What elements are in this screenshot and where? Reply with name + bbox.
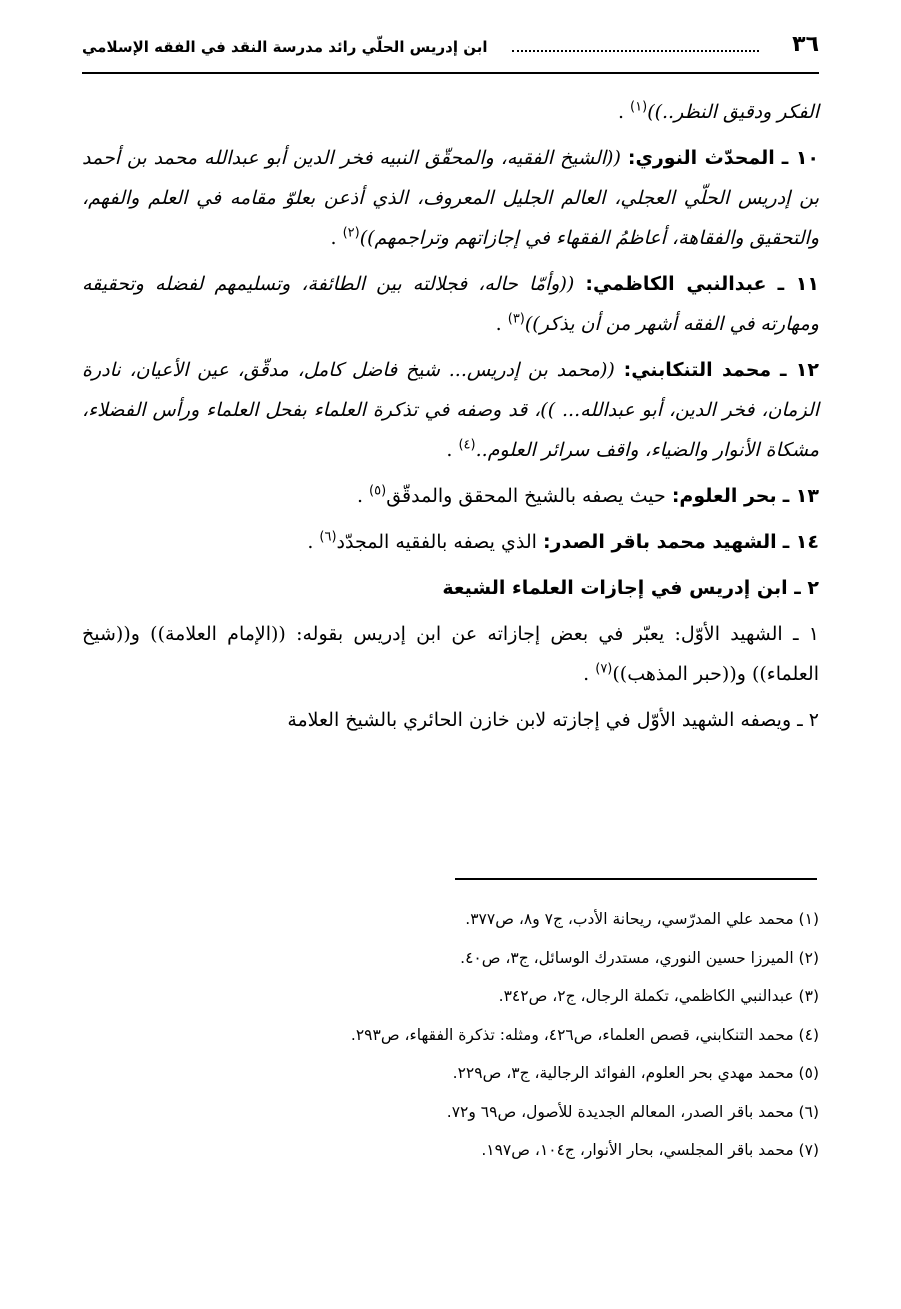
section-paragraph-1 bbox=[82, 614, 819, 694]
footnote-item: (٤) محمد التنكابني، قصص العلماء، ص٤٢٦، ومثله: تذكرة الفقهاء، ص٢٩٣. bbox=[350, 1025, 819, 1044]
paragraph-text: ١ ـ الشهيد الأوّل: يعبّر في بعض إجازاته عن ابن إدريس بقوله: ((الإمام العلامة)) و((شيخ العلماء)) و((حبر المذهب)) bbox=[82, 623, 819, 685]
quote-text: ((الشيخ الفقيه، والمحقّق النبيه فخر الدين أبو عبدالله محمد بن أحمد بن إدريس الحلّي العجلي، العالم الجليل المعروف، الذي أذعن بعلوّ مقامه في العلم والفهم، والتحقيق والفقاهة، أعاظمُ الفقهاء في إجازاتهم وتراجمهم)) bbox=[82, 147, 819, 249]
item-number: ١٢ ـ bbox=[779, 359, 819, 381]
description-text: الذي يصفه بالفقيه المجدّد bbox=[336, 531, 537, 553]
scholar-name: محمد التنكابني: bbox=[623, 359, 772, 381]
full-stop: . bbox=[307, 531, 314, 553]
item-number: ١٠ ـ bbox=[781, 147, 820, 169]
section-paragraph-2 bbox=[82, 700, 819, 740]
item-number: ١٤ ـ bbox=[782, 531, 819, 553]
footnote-item: (٥) محمد مهدي بحر العلوم، الفوائد الرجالية، ج٣، ص٢٢٩. bbox=[452, 1064, 819, 1082]
footnote-item: (٦) محمد باقر الصدر، المعالم الجديدة للأصول، ص٦٩ و٧٢. bbox=[446, 1102, 819, 1121]
full-stop: . bbox=[583, 663, 590, 685]
footnote-separator bbox=[455, 878, 817, 880]
footnote-ref: (١) bbox=[630, 99, 648, 115]
quote-text: ((وأمّا حاله، فجلالته بين الطائفة، وتسليمهم لفضله وتحقيقه ومهارته في الفقه أشهر من أن يذكر)) bbox=[82, 273, 819, 335]
footnote-item: (٧) محمد باقر المجلسي، بحار الأنوار، ج١٠٤، ص١٩٧. bbox=[481, 1141, 819, 1159]
quote-text: ((محمد بن إدريس... شيخ فاضل كامل، مدقّق، عين الأعيان، نادرة الزمان، فخر الدين، أبو عبدالله... ))، قد وصفه في تذكرة العلماء بفحل العلماء ورأس الفضلاء، مشكاة الأنوار والضياء، واقف سرائر العلوم.. bbox=[82, 359, 819, 461]
paragraph-10 bbox=[82, 138, 819, 258]
footnote-item: (٢) الميرزا حسين النوري، مستدرك الوسائل، ج٣، ص٤٠. bbox=[460, 948, 819, 967]
footnote-item: (١) محمد علي المدرّسي، ريحانة الأدب، ج٧ و٨، ص٣٧٧. bbox=[465, 910, 819, 928]
scholar-name: المحدّث النوري: bbox=[627, 147, 775, 169]
paragraph-14 bbox=[82, 522, 819, 562]
paragraph-13 bbox=[82, 476, 819, 516]
full-stop: . bbox=[446, 439, 453, 461]
paragraph-continuation bbox=[82, 92, 819, 132]
scholar-name: الشهيد محمد باقر الصدر: bbox=[542, 531, 777, 553]
footnotes bbox=[82, 900, 819, 1170]
scholar-name: بحر العلوم: bbox=[671, 485, 777, 507]
page-header bbox=[82, 26, 819, 74]
header-dotted-leader bbox=[512, 50, 759, 52]
footnote-item: (٣) عبدالنبي الكاظمي، تكملة الرجال، ج٢، ص٣٤٢. bbox=[498, 987, 819, 1005]
footnote-ref: (٥) bbox=[369, 483, 387, 499]
paragraph-text: ٢ ـ ويصفه الشهيد الأوّل في إجازته لابن خازن الحائري بالشيخ العلامة bbox=[287, 709, 819, 731]
paragraph-11 bbox=[82, 264, 819, 344]
main-text bbox=[82, 92, 819, 746]
running-title: ابن إدريس الحلّي رائد مدرسة النقد في الفقه الإسلامي bbox=[82, 38, 488, 56]
item-number: ١٣ ـ bbox=[782, 485, 819, 507]
footnote-ref: (٦) bbox=[319, 529, 337, 545]
footnote-ref: (٣) bbox=[507, 311, 525, 327]
paragraph-12 bbox=[82, 350, 819, 470]
full-stop: . bbox=[356, 485, 363, 507]
item-number: ١١ ـ bbox=[777, 273, 819, 295]
footnote-ref: (٧) bbox=[595, 661, 613, 677]
page-number: ٣٦ bbox=[792, 32, 819, 57]
full-stop: . bbox=[330, 227, 337, 249]
footnote-ref: (٢) bbox=[342, 225, 360, 241]
footnote-ref: (٤) bbox=[458, 437, 476, 453]
description-text: حيث يصفه بالشيخ المحقق والمدقّق bbox=[386, 485, 666, 507]
section-heading: ٢ ـ ابن إدريس في إجازات العلماء الشيعة bbox=[442, 577, 819, 599]
scholar-name: عبدالنبي الكاظمي: bbox=[585, 273, 767, 295]
full-stop: . bbox=[617, 101, 624, 123]
full-stop: . bbox=[495, 313, 502, 335]
quote-text: الفكر ودقيق النظر..)) bbox=[647, 101, 819, 123]
